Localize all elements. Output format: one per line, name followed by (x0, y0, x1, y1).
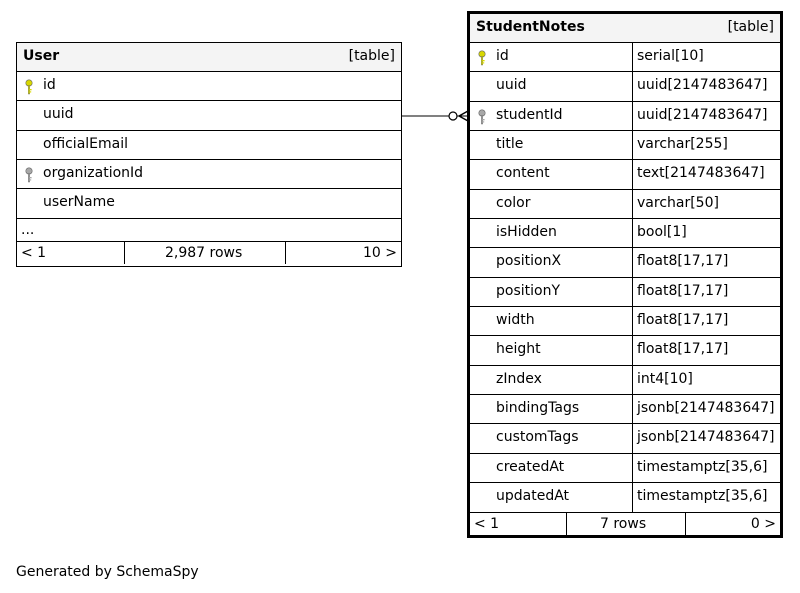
column-row[interactable] (470, 454, 780, 483)
column-name-cell (470, 395, 633, 423)
primary-key-icon (478, 50, 486, 70)
sn-footer-rows: 7 rows (600, 515, 647, 532)
column-name: id (43, 77, 56, 93)
column-name: positionY (496, 282, 561, 299)
column-name: userName (43, 194, 115, 211)
column-name-cell (470, 366, 633, 394)
user-footer-prev[interactable]: < 1 (21, 244, 47, 261)
sn-footer-next-cell (686, 513, 780, 536)
column-type-cell (633, 219, 780, 247)
column-name: officialEmail (43, 135, 128, 152)
column-name-cell (470, 424, 633, 452)
user-footer-rows-cell (125, 242, 286, 264)
studentnotes-table-footer (470, 513, 780, 536)
column-row[interactable] (470, 424, 780, 453)
column-name-cell (470, 483, 633, 511)
column-name: height (496, 341, 541, 358)
column-type-cell (633, 454, 780, 482)
column-type-cell (633, 72, 780, 100)
user-footer-prev-cell (17, 242, 125, 264)
sn-footer-rows-cell (567, 513, 686, 536)
column-name: id (496, 48, 509, 64)
column-type-cell (633, 424, 780, 452)
column-type-cell (633, 483, 780, 511)
user-more-row (17, 219, 401, 242)
user-footer-next-cell (286, 242, 401, 264)
column-type-cell (633, 366, 780, 394)
column-name-cell (470, 102, 633, 130)
column-type-cell (633, 248, 780, 276)
column-type-cell (633, 102, 780, 130)
column-name-cell (470, 160, 633, 188)
column-row[interactable] (470, 307, 780, 336)
column-name: title (496, 136, 524, 153)
user-footer-next[interactable]: 10 > (363, 244, 397, 261)
more-columns-ellipsis: ... (21, 221, 35, 238)
column-type-cell (633, 190, 780, 218)
column-row[interactable] (470, 248, 780, 277)
column-row[interactable] (17, 160, 401, 189)
user-table-kind: [table] (348, 48, 395, 64)
column-name: uuid (43, 106, 74, 123)
column-type: float8[17,17] (637, 282, 729, 299)
column-type-cell (633, 336, 780, 364)
column-row[interactable] (17, 189, 401, 218)
column-row[interactable] (470, 483, 780, 512)
studentnotes-table-kind: [table] (727, 19, 774, 35)
sn-footer-prev-cell (470, 513, 567, 536)
foreign-key-icon (25, 167, 33, 187)
column-name: zIndex (496, 370, 542, 387)
column-name-cell (470, 72, 633, 100)
sn-footer-prev[interactable]: < 1 (474, 515, 500, 532)
user-footer-rows: 2,987 rows (165, 244, 243, 261)
column-type: jsonb[2147483647] (637, 400, 775, 417)
column-type: varchar[50] (637, 194, 719, 211)
column-type: float8[17,17] (637, 312, 729, 329)
studentnotes-table-name[interactable]: StudentNotes (476, 19, 585, 35)
column-row[interactable] (17, 101, 401, 130)
column-name-cell (470, 131, 633, 159)
column-type: jsonb[2147483647] (637, 429, 775, 446)
generated-by-label: Generated by SchemaSpy (16, 564, 199, 580)
column-type-cell (633, 278, 780, 306)
column-type: int4[10] (637, 370, 693, 387)
column-type: uuid[2147483647] (637, 106, 768, 123)
sn-footer-next[interactable]: 0 > (750, 515, 776, 532)
column-type: float8[17,17] (637, 253, 729, 270)
column-name-cell (17, 189, 401, 217)
column-name: studentId (496, 106, 563, 123)
column-row[interactable] (470, 395, 780, 424)
user-table-name[interactable]: User (23, 48, 60, 64)
column-name: createdAt (496, 458, 565, 475)
column-row[interactable] (470, 102, 780, 131)
zero-cardinality-circle (449, 112, 457, 120)
column-name: color (496, 194, 531, 211)
column-name: updatedAt (496, 488, 570, 505)
column-row[interactable] (470, 72, 780, 101)
column-name-cell (17, 131, 401, 159)
column-type: varchar[255] (637, 136, 728, 153)
column-name-cell (470, 454, 633, 482)
column-name: organizationId (43, 165, 144, 182)
column-row[interactable] (470, 43, 780, 72)
column-name-cell (470, 307, 633, 335)
column-type: bool[1] (637, 224, 687, 241)
column-type: text[2147483647] (637, 165, 765, 182)
column-name-cell (470, 278, 633, 306)
column-type-cell (633, 307, 780, 335)
column-name-cell (470, 248, 633, 276)
column-name: positionX (496, 253, 562, 270)
column-name: content (496, 165, 550, 182)
studentnotes-table[interactable] (467, 11, 783, 538)
column-name-cell (470, 43, 633, 71)
primary-key-icon (25, 79, 33, 99)
column-type: serial[10] (637, 48, 704, 64)
user-table[interactable] (16, 42, 402, 267)
studentnotes-table-header[interactable] (470, 14, 780, 43)
column-name-cell (470, 190, 633, 218)
column-row[interactable] (470, 278, 780, 307)
column-type: float8[17,17] (637, 341, 729, 358)
column-type-cell (633, 131, 780, 159)
column-name-cell (17, 72, 401, 100)
column-type: timestamptz[35,6] (637, 458, 768, 475)
column-name: bindingTags (496, 400, 580, 417)
column-type-cell (633, 43, 780, 71)
column-name-cell (470, 336, 633, 364)
column-row[interactable] (470, 131, 780, 160)
column-name-cell (17, 101, 401, 129)
column-name-cell (17, 160, 401, 188)
column-type-cell (633, 160, 780, 188)
user-table-header[interactable] (17, 43, 401, 72)
column-row[interactable] (470, 160, 780, 189)
column-type: uuid[2147483647] (637, 77, 768, 94)
column-name: customTags (496, 429, 579, 446)
column-row[interactable] (470, 366, 780, 395)
column-row[interactable] (470, 219, 780, 248)
column-name: isHidden (496, 224, 557, 241)
column-type: timestamptz[35,6] (637, 488, 768, 505)
column-row[interactable] (470, 336, 780, 365)
column-name-cell (470, 219, 633, 247)
column-type-cell (633, 395, 780, 423)
column-row[interactable] (470, 190, 780, 219)
column-name: uuid (496, 77, 527, 94)
column-name: width (496, 312, 535, 329)
column-row[interactable] (17, 131, 401, 160)
column-row[interactable] (17, 72, 401, 101)
foreign-key-icon (478, 109, 486, 129)
user-table-footer (17, 242, 401, 264)
